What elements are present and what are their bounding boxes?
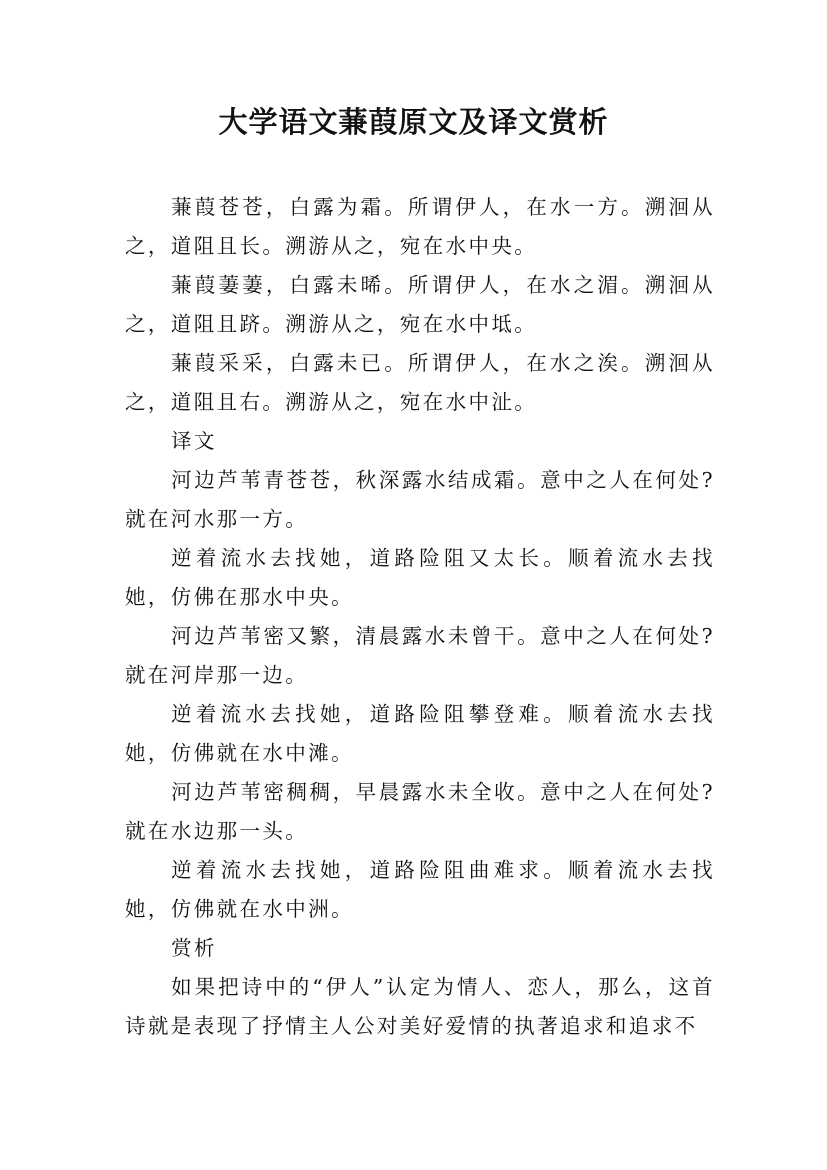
poem-stanza-1: 蒹葭苍苍，白露为霜。所谓伊人，在水一方。溯洄从之，道阻且长。溯游从之，宛在水中央。 [125,195,715,258]
document-body [125,188,715,1046]
translation-paragraph-5: 河边芦苇密稠稠，早晨露水未全收。意中之人在何处?就在水边那一头。 [125,780,715,843]
poem-stanza-3: 蒹葭采采，白露未已。所谓伊人，在水之涘。溯洄从之，道阻且右。溯游从之，宛在水中沚。 [125,351,715,414]
translation-paragraph-4: 逆着流水去找她，道路险阻攀登难。顺着流水去找她，仿佛就在水中滩。 [125,702,715,765]
poem-stanza-2: 蒹葭萋萋，白露未晞。所谓伊人，在水之湄。溯洄从之，道阻且跻。溯游从之，宛在水中坻。 [125,273,715,336]
analysis-paragraph-1: 如果把诗中的“伊人”认定为情人、恋人，那么，这首诗就是表现了抒情主人公对美好爱情的执著追求和追求不 [125,975,715,1038]
translation-paragraph-3: 河边芦苇密又繁，清晨露水未曾干。意中之人在何处?就在河岸那一边。 [125,624,715,687]
document-title: 大学语文蒹葭原文及译文赏析 [218,105,609,139]
translation-paragraph-2: 逆着流水去找她，道路险阻又太长。顺着流水去找她，仿佛在那水中央。 [125,546,715,609]
translation-paragraph-1: 河边芦苇青苍苍，秋深露水结成霜。意中之人在何处?就在河水那一方。 [125,468,715,531]
translation-heading: 译文 [171,429,217,453]
translation-paragraph-6: 逆着流水去找她，道路险阻曲难求。顺着流水去找她，仿佛就在水中洲。 [125,858,715,921]
analysis-heading: 赏析 [171,936,217,960]
